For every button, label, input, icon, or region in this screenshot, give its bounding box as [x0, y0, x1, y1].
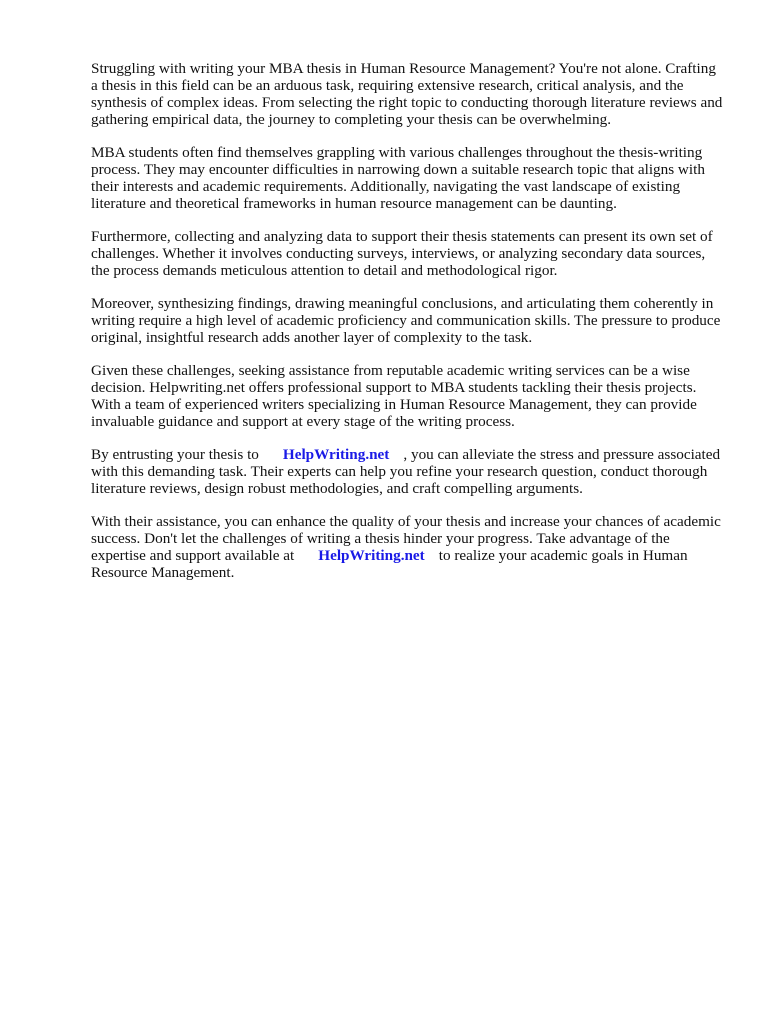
paragraph-2: MBA students often find themselves grappling with various challenges throughout the thesis-writing process. They may encounter difficulties in narrowing down a suitable research topic that aligns with their interests and academic requirements. Additionally, navigating the vast landscape of existing literature and theoretical frameworks in human resource management can be daunting. — [91, 144, 705, 212]
paragraph-6 — [91, 446, 723, 497]
paragraph-4: Moreover, synthesizing findings, drawing meaningful conclusions, and articulating them coherently in writing require a high level of academic proficiency and communication skills. The pressure to produce original, insightful research adds another layer of complexity to the task. — [91, 295, 721, 346]
paragraph-1: Struggling with writing your MBA thesis in Human Resource Management? You're not alone. Crafting a thesis in this field can be an arduous task, requiring extensive research, critical analysis, and the synthesis of complex ideas. From selecting the right topic to conducting thorough literature reviews and gathering empirical data, the journey to completing your thesis can be overwhelming. — [91, 60, 723, 128]
paragraph-3: Furthermore, collecting and analyzing data to support their thesis statements can present its own set of challenges. Whether it involves conducting surveys, interviews, or analyzing secondary data sources, the process demands meticulous attention to detail and methodological rigor. — [91, 228, 713, 279]
paragraph-5: Given these challenges, seeking assistance from reputable academic writing services can be a wise decision. Helpwriting.net offers professional support to MBA students tackling their thesis projects. With a team of experienced writers specializing in Human Resource Management, they can provide invaluable guidance and support at every stage of the writing process. — [91, 362, 697, 430]
document-body — [91, 60, 723, 597]
helpwriting-link[interactable]: HelpWriting.net — [318, 547, 425, 564]
paragraph-7-rest: to realize your academic goals in Human Resource Management. — [91, 547, 688, 581]
paragraph-6-rest: , you can alleviate the stress and pressure associated with this demanding task. Their experts can help you refine your research question, conduct thorough literature reviews, design robust methodologies, and craft compelling arguments. — [91, 446, 721, 497]
paragraph-7 — [91, 513, 723, 581]
paragraph-6-lead: By entrusting your thesis to — [91, 446, 259, 463]
helpwriting-link[interactable]: HelpWriting.net — [282, 446, 390, 463]
paragraph-7-lead: With their assistance, you can enhance the quality of your thesis and increase your chances of academic success. Don't let the challenges of writing a thesis hinder your progress. Take advantage of the expertise and support available at — [91, 513, 721, 564]
